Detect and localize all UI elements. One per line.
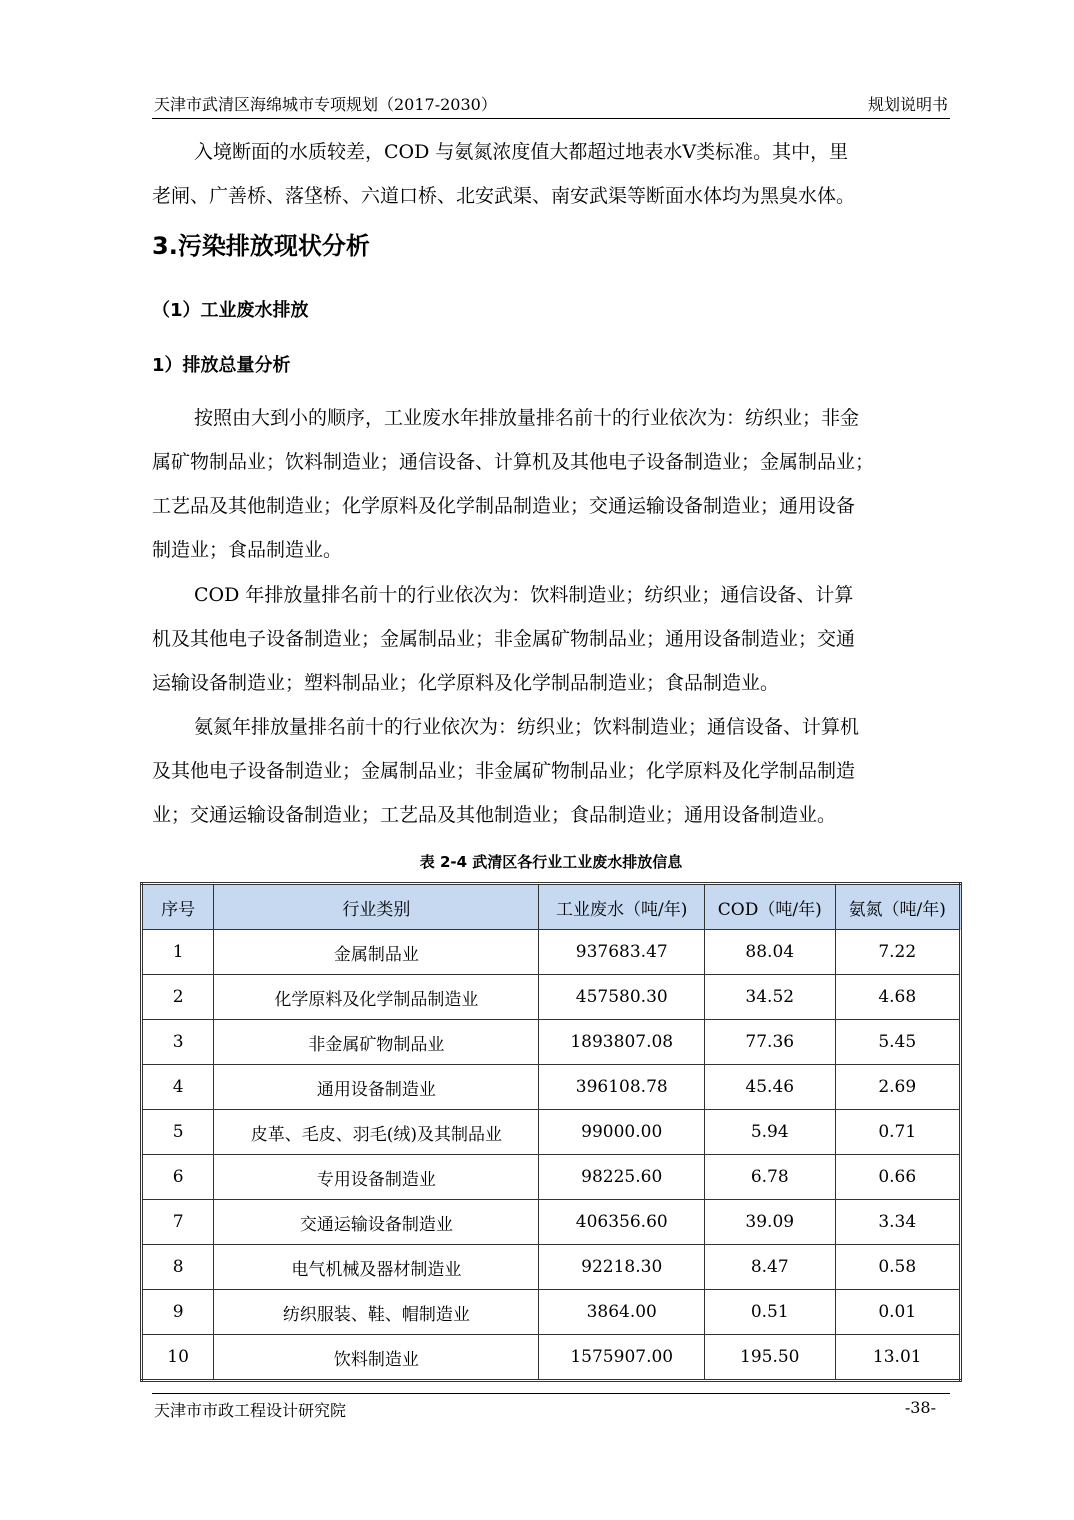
cell-cod: 5.94	[705, 1110, 835, 1155]
table-row	[142, 1155, 961, 1200]
cell-index: 10	[142, 1335, 214, 1381]
cell-wastewater: 406356.60	[539, 1200, 705, 1245]
cell-index: 9	[142, 1290, 214, 1335]
table-row	[142, 1065, 961, 1110]
cell-wastewater: 396108.78	[539, 1065, 705, 1110]
cell-industry: 纺织服装、鞋、帽制造业	[214, 1290, 539, 1335]
header-cell-ammonia: 氨氮（吨/年)	[835, 884, 961, 930]
cell-industry: 交通运输设备制造业	[214, 1200, 539, 1245]
cell-wastewater: 457580.30	[539, 975, 705, 1020]
cell-ammonia: 2.69	[835, 1065, 961, 1110]
paragraph-2	[152, 573, 950, 705]
p1-line-3: 工艺品及其他制造业；化学原料及化学制品制造业；交通运输设备制造业；通用设备	[152, 495, 856, 517]
cell-index: 6	[142, 1155, 214, 1200]
cell-industry: 电气机械及器材制造业	[214, 1245, 539, 1290]
subsection-title: （1）工业废水排放	[152, 300, 309, 321]
cell-ammonia: 3.34	[835, 1200, 961, 1245]
p2-line-2: 机及其他电子设备制造业；金属制品业；非金属矿物制品业；通用设备制造业；交通	[152, 628, 856, 650]
cell-index: 2	[142, 975, 214, 1020]
emission-table	[140, 882, 962, 1382]
cell-cod: 0.51	[705, 1290, 835, 1335]
cell-wastewater: 99000.00	[539, 1110, 705, 1155]
p3-line-2: 及其他电子设备制造业；金属制品业；非金属矿物制品业；化学原料及化学制品制造	[152, 760, 856, 782]
p1-line-2: 属矿物制品业；饮料制造业；通信设备、计算机及其他电子设备制造业；金属制品业；	[152, 451, 875, 473]
table-row	[142, 1245, 961, 1290]
table-row	[142, 930, 961, 975]
cell-index: 5	[142, 1110, 214, 1155]
header-title: 天津市武清区海绵城市专项规划（2017-2030）	[154, 95, 497, 114]
cell-ammonia: 0.66	[835, 1155, 961, 1200]
p1-line-1: 按照由大到小的顺序，工业废水年排放量排名前十的行业依次为：纺织业；非金	[194, 407, 860, 429]
cell-index: 8	[142, 1245, 214, 1290]
header-cell-index: 序号	[142, 884, 214, 930]
cell-cod: 39.09	[705, 1200, 835, 1245]
p3-line-3: 业；交通运输设备制造业；工艺品及其他制造业；食品制造业；通用设备制造业。	[152, 804, 837, 826]
cell-ammonia: 13.01	[835, 1335, 961, 1381]
cell-ammonia: 0.01	[835, 1290, 961, 1335]
cell-ammonia: 0.58	[835, 1245, 961, 1290]
table-row	[142, 1200, 961, 1245]
section-title: 3.污染排放现状分析	[152, 232, 370, 260]
header-cell-cod: COD（吨/年)	[705, 884, 835, 930]
cell-cod: 195.50	[705, 1335, 835, 1381]
cell-cod: 6.78	[705, 1155, 835, 1200]
cell-industry: 皮革、毛皮、羽毛(绒)及其制品业	[214, 1110, 539, 1155]
p3-line-1: 氨氮年排放量排名前十的行业依次为：纺织业；饮料制造业；通信设备、计算机	[194, 716, 860, 738]
cell-wastewater: 98225.60	[539, 1155, 705, 1200]
intro-paragraph	[152, 130, 950, 218]
header-doc-type: 规划说明书	[867, 95, 948, 114]
table-row	[142, 1335, 961, 1381]
cell-index: 4	[142, 1065, 214, 1110]
cell-ammonia: 7.22	[835, 930, 961, 975]
cell-industry: 化学原料及化学制品制造业	[214, 975, 539, 1020]
page-header	[152, 90, 950, 119]
cell-index: 1	[142, 930, 214, 975]
cell-cod: 77.36	[705, 1020, 835, 1065]
table-row	[142, 1110, 961, 1155]
cell-cod: 34.52	[705, 975, 835, 1020]
p1-line-4: 制造业；食品制造业。	[152, 539, 343, 561]
cell-cod: 45.46	[705, 1065, 835, 1110]
cell-ammonia: 4.68	[835, 975, 961, 1020]
header-cell-industry: 行业类别	[214, 884, 539, 930]
table-row	[142, 1020, 961, 1065]
cell-wastewater: 1893807.08	[539, 1020, 705, 1065]
footer-institute: 天津市市政工程设计研究院	[154, 1401, 347, 1420]
p2-line-3: 运输设备制造业；塑料制品业；化学原料及化学制品制造业；食品制造业。	[152, 672, 780, 694]
cell-index: 7	[142, 1200, 214, 1245]
page-footer	[152, 1393, 950, 1422]
p2-line-1: COD 年排放量排名前十的行业依次为：饮料制造业；纺织业；通信设备、计算	[194, 584, 854, 606]
cell-industry: 金属制品业	[214, 930, 539, 975]
cell-ammonia: 5.45	[835, 1020, 961, 1065]
sub-subsection-title: 1）排放总量分析	[152, 355, 291, 376]
footer-page-number: -38-	[904, 1398, 936, 1417]
cell-wastewater: 1575907.00	[539, 1335, 705, 1381]
intro-line-2: 老闸、广善桥、落垡桥、六道口桥、北安武渠、南安武渠等断面水体均为黑臭水体。	[152, 185, 856, 207]
table-header-row	[142, 884, 961, 930]
table-row	[142, 975, 961, 1020]
cell-industry: 通用设备制造业	[214, 1065, 539, 1110]
table-row	[142, 1290, 961, 1335]
cell-industry: 饮料制造业	[214, 1335, 539, 1381]
cell-index: 3	[142, 1020, 214, 1065]
cell-ammonia: 0.71	[835, 1110, 961, 1155]
cell-industry: 专用设备制造业	[214, 1155, 539, 1200]
paragraph-1	[152, 396, 950, 572]
header-cell-wastewater: 工业废水（吨/年)	[539, 884, 705, 930]
paragraph-3	[152, 705, 950, 837]
cell-cod: 8.47	[705, 1245, 835, 1290]
cell-wastewater: 92218.30	[539, 1245, 705, 1290]
cell-wastewater: 3864.00	[539, 1290, 705, 1335]
cell-industry: 非金属矿物制品业	[214, 1020, 539, 1065]
cell-cod: 88.04	[705, 930, 835, 975]
table-caption: 表 2-4 武清区各行业工业废水排放信息	[419, 853, 683, 871]
cell-wastewater: 937683.47	[539, 930, 705, 975]
intro-line-1: 入境断面的水质较差，COD 与氨氮浓度值大都超过地表水Ⅴ类标准。其中，里	[194, 141, 849, 163]
